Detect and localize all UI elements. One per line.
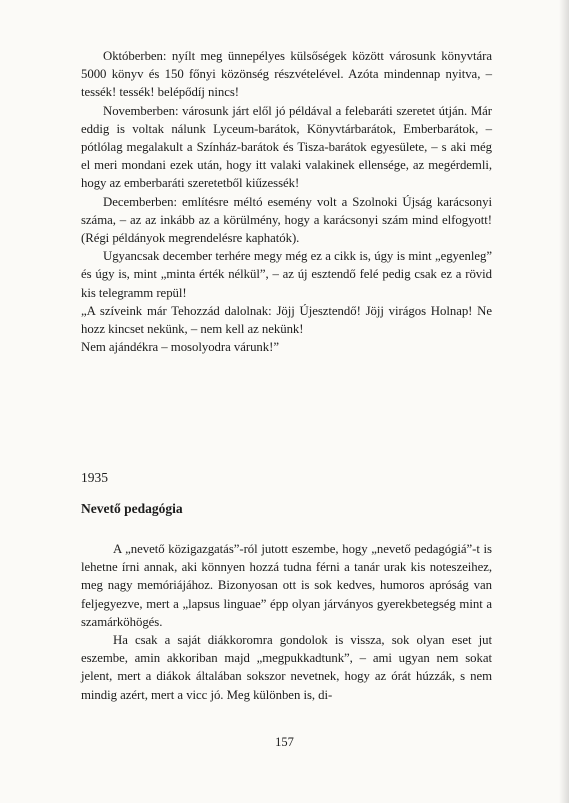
paragraph-october: Októberben: nyílt meg ünnepélyes külsőségek között városunk könyvtára 5000 könyv és 150 főnyi közönség részvételével. Azóta mindennap nyitva, – tessék! tessék! belépődíj nincs! (81, 49, 492, 100)
paragraph-december-article: Ugyancsak december terhére megy még ez a cikk is, úgy is mint „egyenleg” és úgy is, mint „minta érték nélkül”, – az új esztendő felé pedig csak ez a rövid kis telegramm repül! (81, 249, 492, 300)
paragraph-november: Novemberben: városunk járt elől jó példával a felebaráti szeretet útján. Már eddig is voltak nálunk Lyceum-barátok, Könyvtárbarátok, Emberbarátok, – pótlólag megalakult a Színház-barátok és Tisza-barátok egyesülete, – s aki még el meri mondani ezek után, hogy itt valaki valakinek ellensége, az megérdemli, hogy az emberbaráti szeretetből kiűzessék! (81, 103, 492, 191)
paragraph-december: Decemberben: említésre méltó esemény volt a Szolnoki Újság karácsonyi száma, – az az inkább az a körülmény, hogy a karácsonyi szám mind elfogyott! (Régi példányok megrendelésre kaphatók). (81, 194, 492, 246)
page-number: 157 (275, 735, 294, 749)
paragraph-laughing-pedagogy: A „nevető közigazgatás”-ról jutott eszembe, hogy „nevető pedagógiá”-t is lehetne írni annak, aki könnyen hozzá tudna férni a tanár urak kis noteszeihez, meg nagy memóriájához. Bizonyosan ott is sok kedves, humoros apróság van feljegyezve, mert a „lapsus linguae” épp olyan járványos gyerekbetegség mint a szamárköhögés. (81, 542, 492, 629)
section-heading: Nevető pedagógia (81, 501, 183, 516)
chronicle-text (81, 47, 492, 356)
year-label: 1935 (81, 470, 108, 485)
paragraph-student-memories: Ha csak a saját diákkoromra gondolok is vissza, sok olyan eset jut eszembe, amin akkoriban majd „megpukkadtunk”, – ami ugyan nem sokat jelent, mert a diákok általában sokszor nevetnek, hogy az órát húzzák, s nem mindig azért, mert a vicc jó. Meg különben is, di- (81, 633, 492, 702)
article-text (81, 540, 492, 704)
telegram-line-1: „A szíveink már Tehozzád dalolnak: Jöjj Újesztendő! Jöjj virágos Holnap! Ne hozz kincset nekünk, – nem kell az nekünk! (81, 303, 492, 337)
telegram-line-2: Nem ajándékra – mosolyodra várunk!” (81, 340, 279, 355)
page-edge-shadow (559, 0, 569, 803)
